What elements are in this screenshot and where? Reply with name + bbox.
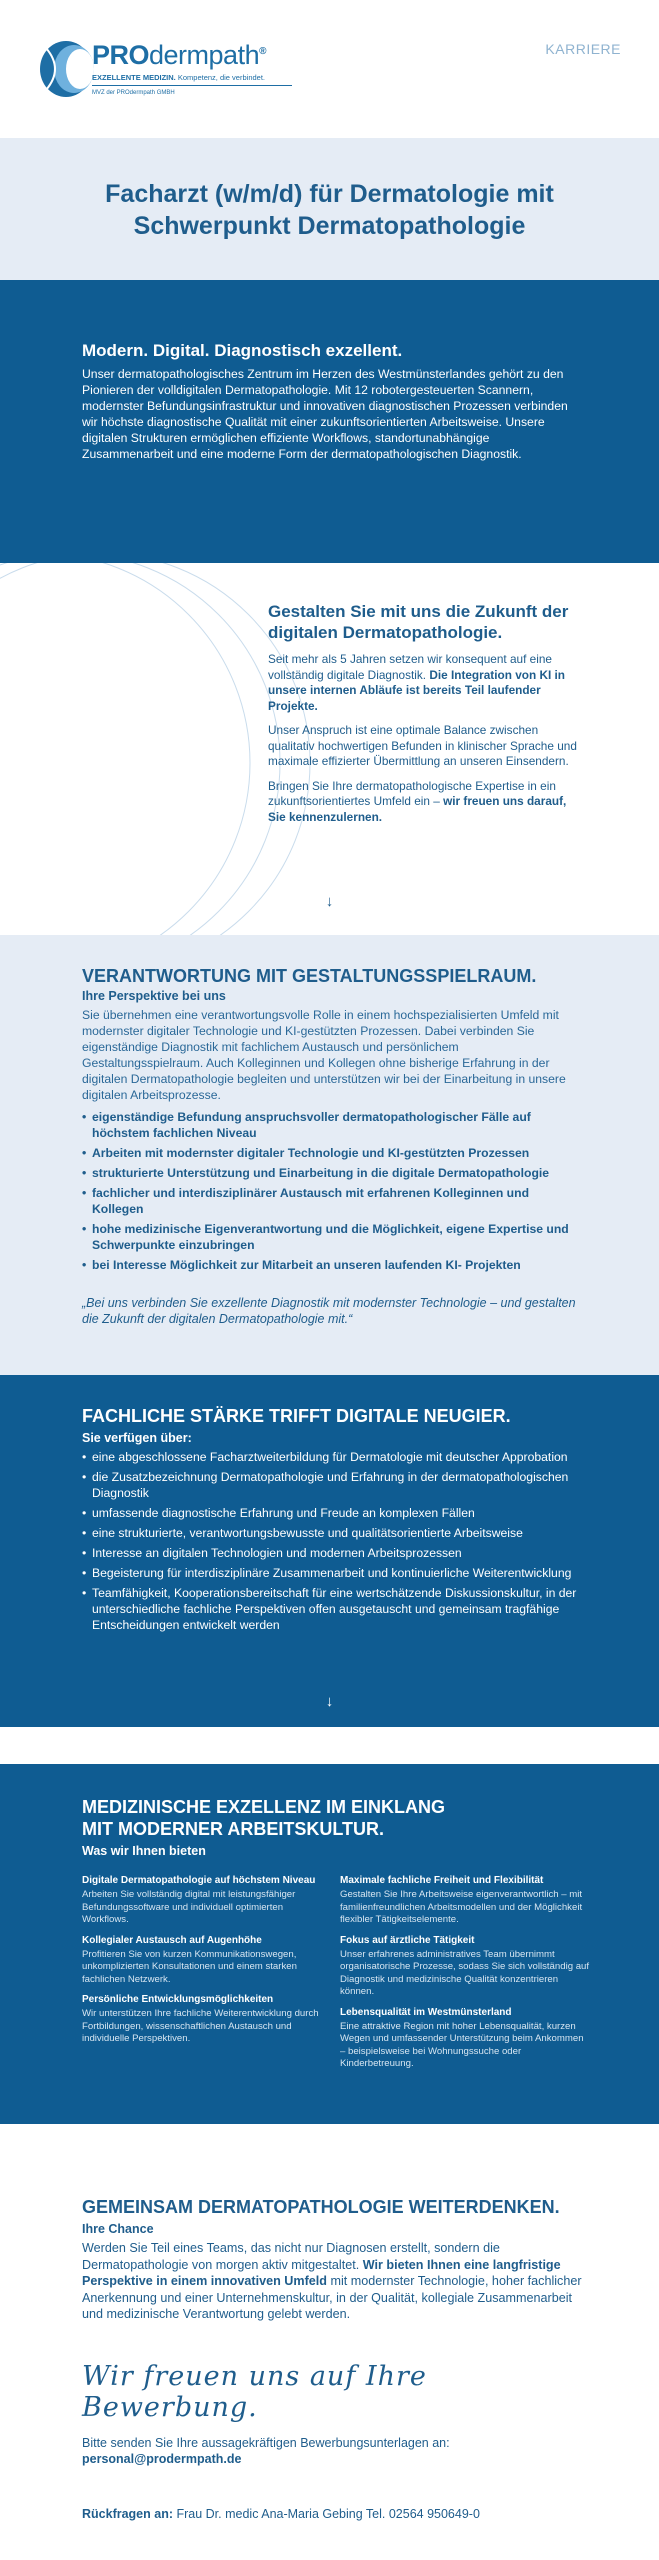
intro-text: Unser dermatopathologisches Zentrum im Herzen des Westmünsterlandes gehört zu den Pionieren der volldigitalen Dermatopathologie. Mit 12 robotergesteuerten Scannern, modernster Befundungsinfrastruktur und innovativen diagnostischen Prozessen verbinden wir höchste diagnostische Qualität mit einer zukunftsorientierten Arbeitsweise. Unsere digitalen Strukturen ermöglichen effiziente Workflows, standortunabhängige Zusammenarbeit und eine moderne Form der dermatopathologischen Diagnostik. <box>82 367 568 461</box>
scroll-down-arrow-icon[interactable]: ↓ <box>325 1693 334 1710</box>
list-item: • eine abgeschlossene Facharztweiterbildung für Dermatologie mit deutscher Approbation <box>82 1449 582 1465</box>
responsibility-section <box>0 935 659 1375</box>
list-item: • Begeisterung für interdisziplinäre Zusammenarbeit und kontinuierliche Weiterentwicklung <box>82 1565 582 1581</box>
logo-divider <box>92 85 292 86</box>
chance-text-rest: mit modernster Technologie, hoher fachlicher Anerkennung und einer Unternehmenskultur, in der Qualität, kollegiale Zusammenarbeit und medizinische Verantwortung gelebt werden. <box>82 2274 582 2321</box>
logo-tag-rest: Kompetenz, die verbindet. <box>177 73 265 82</box>
responsibility-quote: „Bei uns verbinden Sie exzellente Diagnostik mit modernster Technologie – und gestalten die Zukunft der digitalen Dermatopathologie mit.“ <box>82 1296 576 1326</box>
benefit-title: Fokus auf ärztliche Tätigkeit <box>340 1934 475 1946</box>
apply-instruction: Bitte senden Sie Ihre aussagekräftigen Bewerbungsunterlagen an: <box>82 2435 450 2450</box>
future-p3-bold: wir freuen uns darauf, Sie kennenzulernen. <box>268 794 567 824</box>
benefit-text: Wir unterstützen Ihre fachliche Weiterentwicklung durch Fortbildungen, wissenschaftlichen Austausch und individuelle Perspektiven. <box>82 2008 319 2044</box>
future-heading: Gestalten Sie mit uns die Zukunft der digitalen Dermatopathologie. <box>268 602 569 642</box>
logo-mark-icon <box>36 38 94 100</box>
benefit-item <box>82 1934 332 1987</box>
responsibility-text: Sie übernehmen eine verantwortungsvolle Rolle in einem hochspezialisierten Umfeld mit modernster digitaler Technologie und KI-gestützten Prozessen. Dabei verbinden Sie eigenständige Diagnostik mit fachlichem Austausch und persönlichem Gestaltungsspielraum. Auch Kolleginnen und Kollegen ohne bisherige Erfahrung in der digitalen Dermatopathologie begleiten und unterstützen wir bei der Einarbeitung in unsere digitalen Arbeitsprozesse. <box>82 1008 566 1102</box>
benefit-item <box>340 2006 590 2071</box>
registered-mark: ® <box>259 46 266 57</box>
list-item: • umfassende diagnostische Erfahrung und Freude an komplexen Fällen <box>82 1505 582 1521</box>
list-item: • Interesse an digitalen Technologien und modernen Arbeitsprozessen <box>82 1545 582 1561</box>
list-item: • strukturierte Unterstützung und Einarbeitung in die digitale Dermatopathologie <box>82 1165 582 1181</box>
benefits-subheading: Was wir Ihnen bieten <box>82 1844 206 1858</box>
chance-section <box>0 2124 659 2560</box>
application-email-link[interactable]: personal@prodermpath.de <box>82 2451 242 2466</box>
handwritten-signature: Wir freuen uns auf Ihre Bewerbung. <box>82 2360 427 2423</box>
responsibility-list <box>82 1109 582 1273</box>
skills-section <box>0 1375 659 1727</box>
nav-karriere-link[interactable]: KARRIERE <box>545 41 621 57</box>
page-title: Facharzt (w/m/d) für Dermatologie mit Schwerpunkt Dermatopathologie <box>105 180 554 240</box>
responsibility-subheading: Ihre Perspektive bei uns <box>82 989 226 1003</box>
list-item: • Arbeiten mit modernster digitaler Technologie und KI-gestützten Prozessen <box>82 1145 582 1161</box>
logo-subline: MVZ der PROdermpath GMBH <box>92 90 175 96</box>
list-item: • Teamfähigkeit, Kooperationsbereitschaft für eine wertschätzende Diskussionskultur, in der unterschiedliche fachliche Perspektiven offen ausgetauscht und gemeinsam tragfähige Entscheidungen entwickelt werden <box>82 1585 582 1633</box>
intro-section <box>0 280 659 563</box>
benefit-title: Lebensqualität im Westmünsterland <box>340 2006 512 2018</box>
chance-text <box>82 2240 582 2323</box>
logo-tagline <box>92 73 265 82</box>
future-p1-bold: Die Integration von KI in unsere internen Abläufe ist bereits Teil laufender Projekte. <box>268 667 565 713</box>
benefits-grid <box>82 1874 590 2078</box>
responsibility-heading: VERANTWORTUNG MIT GESTALTUNGSSPIELRAUM. <box>82 966 537 986</box>
list-item: • die Zusatzbezeichnung Dermatopathologie und Erfahrung in der dermatopathologischen Diagnostik <box>82 1469 582 1501</box>
benefit-text: Eine attraktive Region mit hoher Lebensqualität, kurzen Wegen und umfassender Unterstützung beim Ankommen – beispielsweise bei Wohnungssuche oder Kinderbetreuung. <box>340 2020 584 2069</box>
benefit-text: Gestalten Sie Ihre Arbeitsweise eigenverantwortlich – mit familienfreundlichen Arbeitsmodellen und der Möglichkeit flexibler Tätigkeitselemente. <box>340 1889 583 1925</box>
contact-line <box>82 2507 622 2521</box>
future-p3-plain: Bringen Sie Ihre dermatopathologische Expertise in ein zukunftsorientiertes Umfeld ein – <box>268 778 556 808</box>
skills-heading: FACHLICHE STÄRKE TRIFFT DIGITALE NEUGIER. <box>82 1406 511 1426</box>
chance-text-plain: Werden Sie Teil eines Teams, das nicht nur Diagnosen erstellt, sondern die Dermatopathologie von morgen aktiv mitgestaltet. <box>82 2241 500 2272</box>
logo-name-bold: PRO <box>92 40 150 70</box>
benefit-item <box>340 1934 590 1999</box>
future-paragraph-2: Unser Anspruch ist eine optimale Balance zwischen qualitativ hochwertigen Befunden in klinischer Sprache und maximale effizierter Übermittlung an unseren Einsendern. <box>268 723 577 768</box>
benefits-column-right <box>340 1874 590 2078</box>
title-band <box>0 138 659 280</box>
benefits-column-left <box>82 1874 332 2078</box>
contact-label: Rückfragen an: <box>82 2507 173 2521</box>
benefit-item <box>82 1993 332 2046</box>
scroll-down-arrow-icon[interactable]: ↓ <box>325 893 334 910</box>
logo-name-rest: dermpath <box>149 40 260 70</box>
benefit-item <box>82 1874 332 1927</box>
future-paragraph-1 <box>268 652 583 714</box>
chance-subheading: Ihre Chance <box>82 2222 154 2236</box>
benefit-text: Profitieren Sie von kurzen Kommunikationswegen, unkomplizierten Konsultationen und einem starken fachlichen Netzwerk. <box>82 1948 297 1985</box>
benefit-title: Digitale Dermatopathologie auf höchstem Niveau <box>82 1875 316 1886</box>
logo-tag-bold: EXZELLENTE MEDIZIN. <box>92 73 176 82</box>
page-header <box>0 0 659 138</box>
skills-list <box>82 1449 582 1633</box>
benefit-text: Arbeiten Sie vollständig digital mit leistungsfähiger Befundungssoftware und individuell optimierten Workflows. <box>82 1889 296 1925</box>
benefit-title: Maximale fachliche Freiheit und Flexibilität <box>340 1875 544 1886</box>
list-item: • bei Interesse Möglichkeit zur Mitarbeit an unseren laufenden KI- Projekten <box>82 1257 582 1273</box>
logo-wordmark <box>92 40 266 71</box>
contact-text: Frau Dr. medic Ana-Maria Gebing Tel. 02564 950649-0 <box>176 2507 480 2521</box>
list-item: • hohe medizinische Eigenverantwortung und die Möglichkeit, eigene Expertise und Schwerpunkte einzubringen <box>82 1221 582 1253</box>
benefits-section <box>0 1764 659 2124</box>
intro-heading: Modern. Digital. Diagnostisch exzellent. <box>82 341 403 360</box>
benefits-heading-line1: MEDIZINISCHE EXZELLENZ IM EINKLANG <box>82 1797 446 1817</box>
list-item: • fachlicher und interdisziplinärer Austausch mit erfahrenen Kolleginnen und Kollegen <box>82 1185 582 1217</box>
chance-heading: GEMEINSAM DERMATOPATHOLOGIE WEITERDENKEN. <box>82 2197 560 2217</box>
benefit-item <box>340 1874 590 1927</box>
benefit-text: Unser erfahrenes administratives Team übernimmt organisatorische Prozesse, sodass Sie sich vollständig auf Diagnostik und medizinische Qualität konzentrieren können. <box>340 1948 590 1997</box>
company-logo[interactable] <box>36 38 336 108</box>
future-section <box>0 563 659 935</box>
benefit-title: Kollegialer Austausch auf Augenhöhe <box>82 1934 262 1946</box>
future-p1-plain: Seit mehr als 5 Jahren setzen wir konsequent auf eine vollständig digitale Diagnostik. <box>268 652 552 682</box>
future-paragraph-3 <box>268 779 583 826</box>
skills-subheading: Sie verfügen über: <box>82 1431 192 1445</box>
benefit-title: Persönliche Entwicklungsmöglichkeiten <box>82 1994 274 2005</box>
list-item: • eine strukturierte, verantwortungsbewusste und qualitätsorientierte Arbeitsweise <box>82 1525 582 1541</box>
benefits-heading-line2: MIT MODERNER ARBEITSKULTUR. <box>82 1819 384 1839</box>
list-item: • eigenständige Befundung anspruchsvoller dermatopathologischer Fälle auf höchstem fachlichen Niveau <box>82 1109 582 1141</box>
chance-text-bold: Wir bieten Ihnen eine langfristige Perspektive in einem innovativen Umfeld <box>82 2257 561 2288</box>
